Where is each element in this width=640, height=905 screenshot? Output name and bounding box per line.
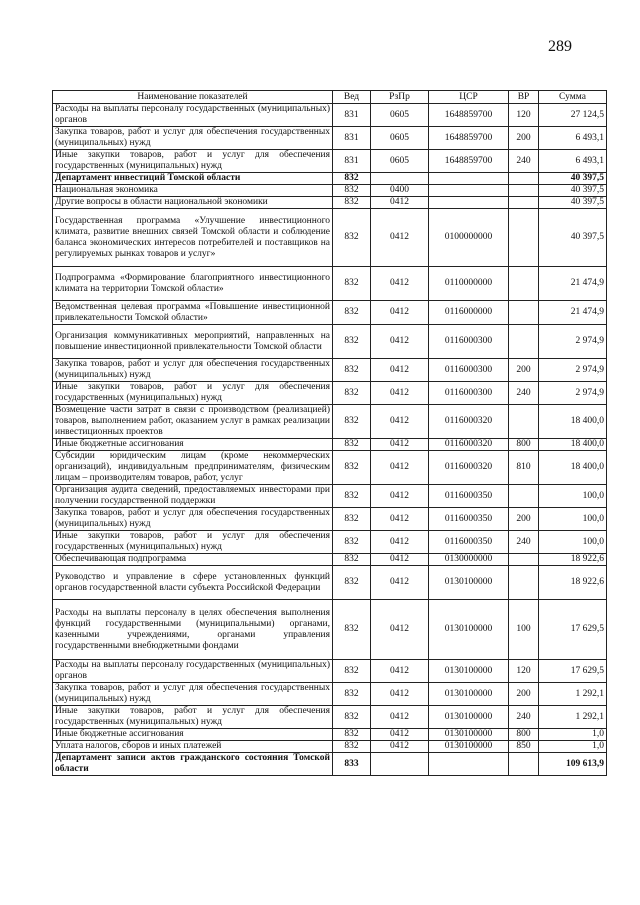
table-row <box>53 660 607 683</box>
cell-sum: 27 124,5 <box>539 104 607 127</box>
cell-csr: 0116000350 <box>429 531 509 554</box>
cell-name: Уплата налогов, сборов и иных платежей <box>53 741 333 753</box>
cell-rzpr: 0412 <box>371 301 429 325</box>
cell-name: Закупка товаров, работ и услуг для обеспечения государственных (муниципальных) нужд <box>53 683 333 706</box>
cell-name: Закупка товаров, работ и услуг для обеспечения государственных (муниципальных) нужд <box>53 508 333 531</box>
cell-csr: 0110000000 <box>429 267 509 301</box>
table-row <box>53 485 607 508</box>
cell-vr <box>509 753 539 776</box>
cell-csr: 0130100000 <box>429 706 509 729</box>
table-row <box>53 382 607 405</box>
cell-vr <box>509 485 539 508</box>
cell-rzpr: 0412 <box>371 741 429 753</box>
table-header-row <box>53 91 607 104</box>
cell-rzpr: 0412 <box>371 600 429 660</box>
cell-csr: 0100000000 <box>429 209 509 267</box>
cell-sum: 1,0 <box>539 729 607 741</box>
cell-vr <box>509 301 539 325</box>
budget-table <box>52 90 607 776</box>
cell-vr <box>509 209 539 267</box>
cell-name: Национальная экономика <box>53 185 333 197</box>
cell-vr: 200 <box>509 508 539 531</box>
cell-csr: 0130100000 <box>429 729 509 741</box>
cell-sum: 18 922,6 <box>539 566 607 600</box>
table-row <box>53 531 607 554</box>
cell-ved: 833 <box>333 753 371 776</box>
cell-vr: 240 <box>509 150 539 173</box>
cell-sum: 40 397,5 <box>539 173 607 185</box>
table-row <box>53 729 607 741</box>
cell-ved: 832 <box>333 173 371 185</box>
cell-vr <box>509 325 539 359</box>
cell-csr: 0116000300 <box>429 359 509 382</box>
cell-name: Расходы на выплаты персоналу государственных (муниципальных) органов <box>53 104 333 127</box>
cell-vr: 240 <box>509 382 539 405</box>
cell-vr <box>509 267 539 301</box>
cell-sum: 109 613,9 <box>539 753 607 776</box>
cell-ved: 832 <box>333 729 371 741</box>
cell-vr: 100 <box>509 600 539 660</box>
cell-vr: 120 <box>509 660 539 683</box>
cell-sum: 1,0 <box>539 741 607 753</box>
cell-vr: 200 <box>509 127 539 150</box>
table-row <box>53 706 607 729</box>
cell-csr: 0130100000 <box>429 600 509 660</box>
cell-csr: 0116000350 <box>429 508 509 531</box>
cell-name: Организация коммуникативных мероприятий, направленных на повышение инвестиционной привлекательности Томской области <box>53 325 333 359</box>
cell-rzpr: 0605 <box>371 127 429 150</box>
header-csr: ЦСР <box>429 91 509 104</box>
cell-ved: 832 <box>333 209 371 267</box>
cell-ved: 832 <box>333 485 371 508</box>
cell-vr: 200 <box>509 683 539 706</box>
cell-rzpr: 0412 <box>371 451 429 485</box>
cell-csr: 0116000000 <box>429 301 509 325</box>
cell-csr: 0130100000 <box>429 660 509 683</box>
cell-vr <box>509 405 539 439</box>
cell-sum: 21 474,9 <box>539 267 607 301</box>
cell-vr <box>509 566 539 600</box>
cell-rzpr: 0412 <box>371 531 429 554</box>
cell-name: Субсидии юридическим лицам (кроме некоммерческих организаций), индивидуальным предпринимателям, физическим лицам – производителям товаров, работ, услуг <box>53 451 333 485</box>
cell-sum: 18 400,0 <box>539 405 607 439</box>
table-row <box>53 301 607 325</box>
cell-rzpr: 0412 <box>371 660 429 683</box>
cell-rzpr <box>371 173 429 185</box>
cell-csr: 0116000300 <box>429 382 509 405</box>
cell-csr: 1648859700 <box>429 127 509 150</box>
table-row <box>53 753 607 776</box>
cell-ved: 831 <box>333 104 371 127</box>
cell-csr: 1648859700 <box>429 104 509 127</box>
cell-rzpr: 0412 <box>371 382 429 405</box>
cell-name: Руководство и управление в сфере установленных функций органов государственной власти субъекта Российской Федерации <box>53 566 333 600</box>
cell-csr: 0116000350 <box>429 485 509 508</box>
cell-csr: 0130100000 <box>429 683 509 706</box>
cell-rzpr: 0412 <box>371 706 429 729</box>
cell-ved: 831 <box>333 150 371 173</box>
cell-sum: 2 974,9 <box>539 325 607 359</box>
cell-vr: 120 <box>509 104 539 127</box>
cell-csr <box>429 197 509 209</box>
header-name: Наименование показателей <box>53 91 333 104</box>
cell-name: Возмещение части затрат в связи с производством (реализацией) товаров, выполнением работ, оказанием услуг в рамках реализации инвестиционных проектов <box>53 405 333 439</box>
cell-name: Департамент записи актов гражданского состояния Томской области <box>53 753 333 776</box>
cell-rzpr: 0412 <box>371 508 429 531</box>
cell-rzpr: 0605 <box>371 104 429 127</box>
cell-sum: 40 397,5 <box>539 197 607 209</box>
cell-sum: 18 400,0 <box>539 439 607 451</box>
table-row <box>53 150 607 173</box>
cell-sum: 100,0 <box>539 485 607 508</box>
cell-vr: 810 <box>509 451 539 485</box>
table-row <box>53 600 607 660</box>
table-row <box>53 173 607 185</box>
cell-rzpr: 0412 <box>371 359 429 382</box>
cell-csr: 0130100000 <box>429 741 509 753</box>
table-row <box>53 185 607 197</box>
cell-csr: 0130000000 <box>429 554 509 566</box>
cell-rzpr: 0605 <box>371 150 429 173</box>
cell-vr: 850 <box>509 741 539 753</box>
cell-ved: 832 <box>333 405 371 439</box>
cell-ved: 832 <box>333 439 371 451</box>
header-sum: Сумма <box>539 91 607 104</box>
cell-ved: 832 <box>333 554 371 566</box>
cell-sum: 40 397,5 <box>539 185 607 197</box>
table-row <box>53 683 607 706</box>
cell-sum: 6 493,1 <box>539 150 607 173</box>
table-row <box>53 267 607 301</box>
table-row <box>53 451 607 485</box>
cell-rzpr: 0412 <box>371 485 429 508</box>
table-row <box>53 127 607 150</box>
cell-ved: 832 <box>333 706 371 729</box>
cell-name: Государственная программа «Улучшение инвестиционного климата, развитие внешних связей Томской области и соблюдение баланса экономических интересов потребителей и поставщиков на регулируемых рынках товаров и услуг» <box>53 209 333 267</box>
cell-csr <box>429 173 509 185</box>
table-body <box>53 104 607 776</box>
table-row <box>53 197 607 209</box>
cell-rzpr: 0412 <box>371 554 429 566</box>
table-row <box>53 359 607 382</box>
cell-ved: 832 <box>333 382 371 405</box>
cell-name: Иные закупки товаров, работ и услуг для обеспечения государственных (муниципальных) нужд <box>53 531 333 554</box>
header-rzpr: РзПр <box>371 91 429 104</box>
cell-name: Подпрограмма «Формирование благоприятного инвестиционного климата на территории Томской области» <box>53 267 333 301</box>
table-row <box>53 439 607 451</box>
cell-rzpr: 0412 <box>371 405 429 439</box>
cell-sum: 1 292,1 <box>539 683 607 706</box>
table-row <box>53 566 607 600</box>
cell-ved: 832 <box>333 267 371 301</box>
cell-vr: 800 <box>509 729 539 741</box>
cell-name: Департамент инвестиций Томской области <box>53 173 333 185</box>
cell-vr: 800 <box>509 439 539 451</box>
page-number: 289 <box>548 38 572 55</box>
cell-name: Иные закупки товаров, работ и услуг для обеспечения государственных (муниципальных) нужд <box>53 382 333 405</box>
cell-name: Ведомственная целевая программа «Повышение инвестиционной привлекательности Томской области» <box>53 301 333 325</box>
cell-csr: 0116000320 <box>429 451 509 485</box>
cell-name: Закупка товаров, работ и услуг для обеспечения государственных (муниципальных) нужд <box>53 359 333 382</box>
cell-sum: 17 629,5 <box>539 600 607 660</box>
cell-vr <box>509 185 539 197</box>
cell-sum: 21 474,9 <box>539 301 607 325</box>
cell-ved: 831 <box>333 127 371 150</box>
cell-sum: 40 397,5 <box>539 209 607 267</box>
cell-sum: 6 493,1 <box>539 127 607 150</box>
cell-ved: 832 <box>333 197 371 209</box>
cell-name: Иные бюджетные ассигнования <box>53 729 333 741</box>
cell-ved: 832 <box>333 531 371 554</box>
cell-ved: 832 <box>333 508 371 531</box>
cell-ved: 832 <box>333 683 371 706</box>
cell-name: Иные закупки товаров, работ и услуг для обеспечения государственных (муниципальных) нужд <box>53 150 333 173</box>
cell-ved: 832 <box>333 451 371 485</box>
cell-vr: 200 <box>509 359 539 382</box>
cell-rzpr <box>371 753 429 776</box>
cell-sum: 100,0 <box>539 508 607 531</box>
table-row <box>53 209 607 267</box>
cell-sum: 2 974,9 <box>539 359 607 382</box>
cell-name: Иные бюджетные ассигнования <box>53 439 333 451</box>
cell-sum: 1 292,1 <box>539 706 607 729</box>
cell-ved: 832 <box>333 741 371 753</box>
cell-sum: 18 922,6 <box>539 554 607 566</box>
header-vr: ВР <box>509 91 539 104</box>
cell-name: Закупка товаров, работ и услуг для обеспечения государственных (муниципальных) нужд <box>53 127 333 150</box>
cell-sum: 17 629,5 <box>539 660 607 683</box>
cell-name: Иные закупки товаров, работ и услуг для обеспечения государственных (муниципальных) нужд <box>53 706 333 729</box>
cell-name: Расходы на выплаты персоналу государственных (муниципальных) органов <box>53 660 333 683</box>
cell-name: Расходы на выплаты персоналу в целях обеспечения выполнения функций государственными (муниципальными) органами, казенными учреждениями, органами управления государственными внебюджетными фондами <box>53 600 333 660</box>
cell-rzpr: 0412 <box>371 683 429 706</box>
cell-rzpr: 0412 <box>371 439 429 451</box>
cell-rzpr: 0412 <box>371 197 429 209</box>
cell-ved: 832 <box>333 359 371 382</box>
cell-ved: 832 <box>333 600 371 660</box>
cell-sum: 2 974,9 <box>539 382 607 405</box>
cell-name: Обеспечивающая подпрограмма <box>53 554 333 566</box>
cell-ved: 832 <box>333 325 371 359</box>
cell-csr: 0116000300 <box>429 325 509 359</box>
cell-ved: 832 <box>333 185 371 197</box>
table-row <box>53 104 607 127</box>
cell-rzpr: 0412 <box>371 325 429 359</box>
cell-name: Другие вопросы в области национальной экономики <box>53 197 333 209</box>
cell-ved: 832 <box>333 566 371 600</box>
cell-vr <box>509 173 539 185</box>
cell-csr <box>429 185 509 197</box>
cell-sum: 18 400,0 <box>539 451 607 485</box>
cell-csr: 0116000320 <box>429 439 509 451</box>
cell-vr: 240 <box>509 531 539 554</box>
cell-ved: 832 <box>333 660 371 683</box>
cell-vr: 240 <box>509 706 539 729</box>
cell-vr <box>509 197 539 209</box>
cell-csr: 0116000320 <box>429 405 509 439</box>
cell-rzpr: 0412 <box>371 729 429 741</box>
cell-rzpr: 0412 <box>371 566 429 600</box>
table-row <box>53 741 607 753</box>
cell-csr: 1648859700 <box>429 150 509 173</box>
table-row <box>53 508 607 531</box>
table-row <box>53 405 607 439</box>
cell-rzpr: 0412 <box>371 209 429 267</box>
cell-ved: 832 <box>333 301 371 325</box>
cell-vr <box>509 554 539 566</box>
cell-sum: 100,0 <box>539 531 607 554</box>
header-ved: Вед <box>333 91 371 104</box>
table-row <box>53 325 607 359</box>
table-row <box>53 554 607 566</box>
cell-rzpr: 0412 <box>371 267 429 301</box>
cell-csr: 0130100000 <box>429 566 509 600</box>
cell-name: Организация аудита сведений, предоставляемых инвесторами при получении государственной поддержки <box>53 485 333 508</box>
cell-rzpr: 0400 <box>371 185 429 197</box>
cell-csr <box>429 753 509 776</box>
